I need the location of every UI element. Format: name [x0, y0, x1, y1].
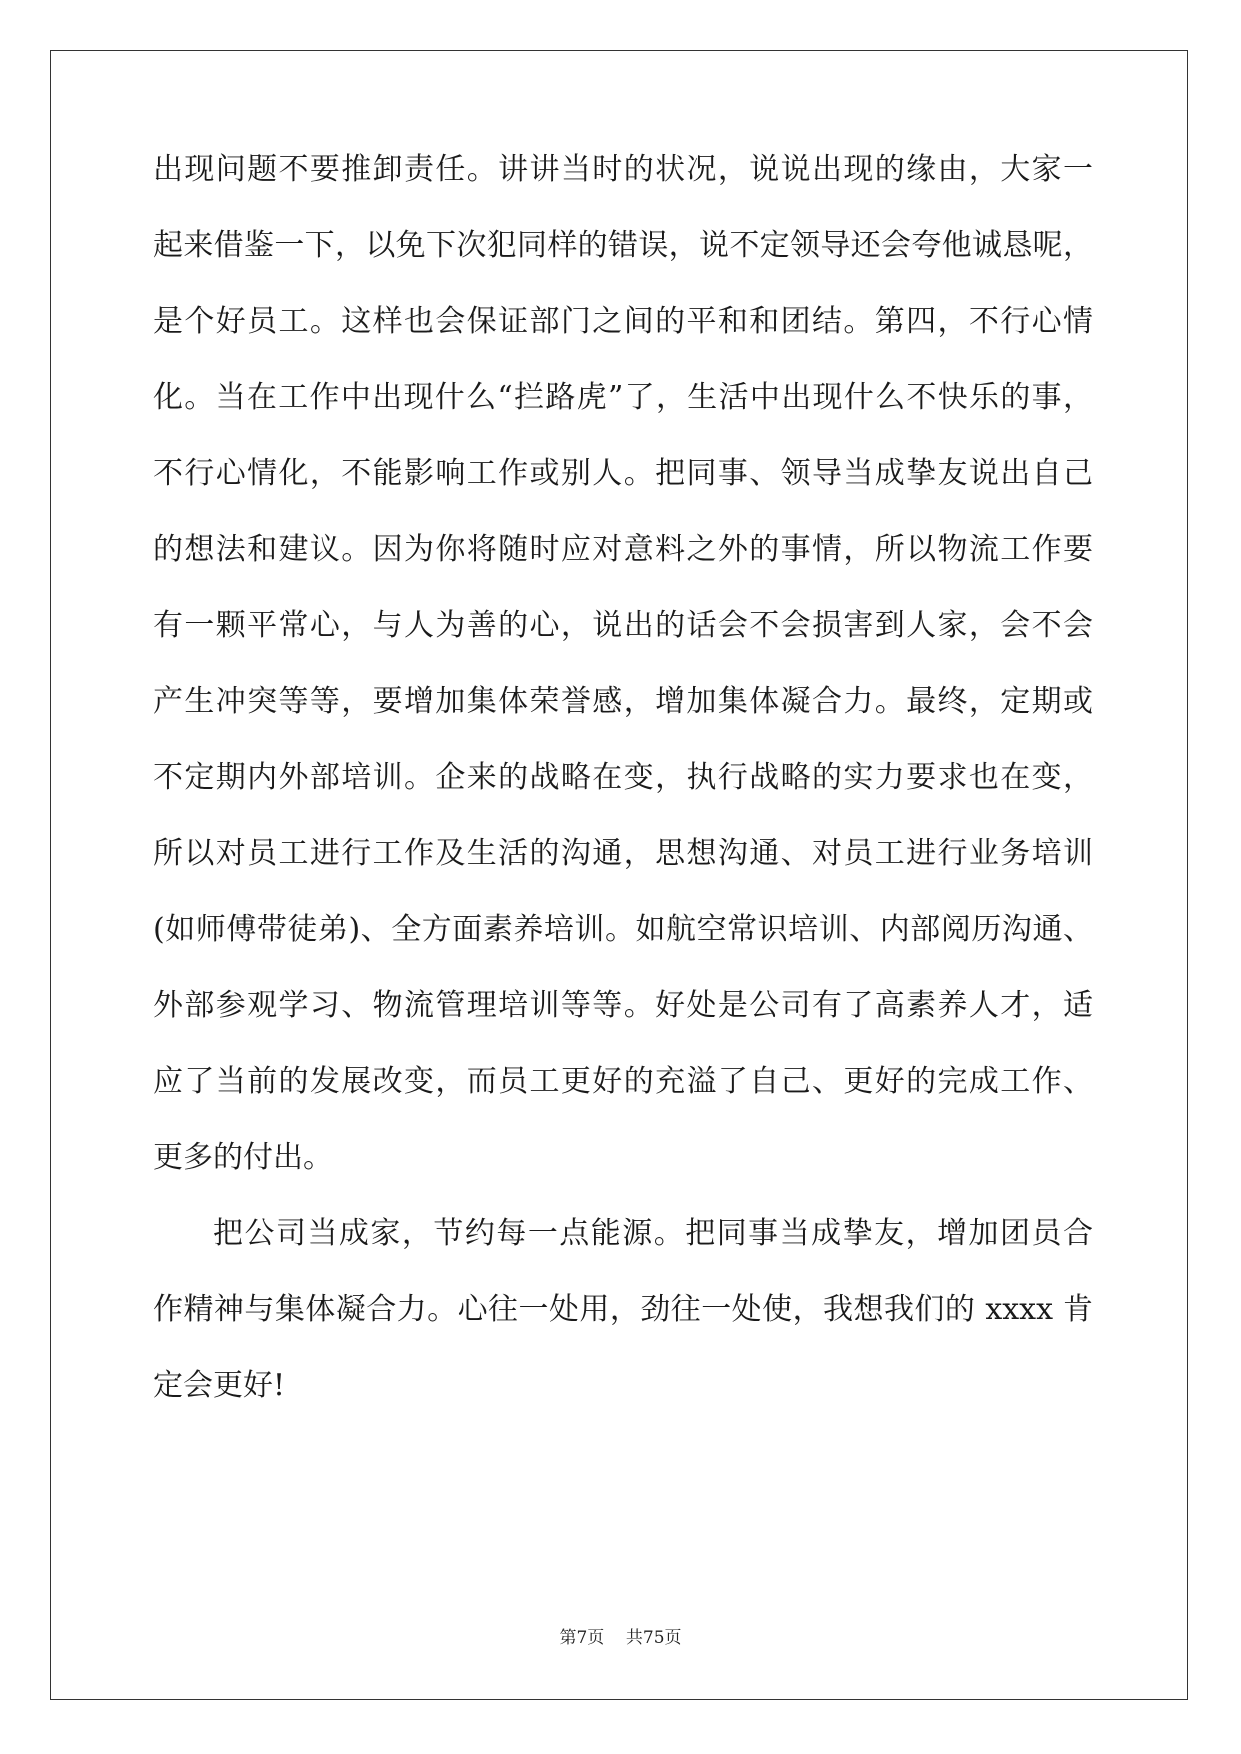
page-total: 共75页 — [625, 1628, 682, 1648]
text-line: 不定期内外部培训。企来的战略在变，执行战略的实力要求也在变， — [153, 760, 1093, 795]
text-line: 外部参观学习、物流管理培训等等。好处是公司有了高素养人才，适 — [153, 988, 1093, 1023]
page-number: 第7页 — [559, 1628, 605, 1648]
page-footer — [0, 1627, 1241, 1649]
text-line: 定会更好! — [153, 1368, 286, 1403]
text-line: 出现问题不要推卸责任。讲讲当时的状况，说说出现的缘由，大家一 — [153, 152, 1093, 187]
text-line: 作精神与集体凝合力。心往一处用，劲往一处使，我想我们的 xxxx 肯 — [153, 1292, 1093, 1327]
text-line: 把公司当成家，节约每一点能源。把同事当成挚友，增加团员合 — [213, 1216, 1093, 1251]
text-line: 不行心情化，不能影响工作或别人。把同事、领导当成挚友说出自己 — [153, 456, 1093, 491]
text-line: 是个好员工。这样也会保证部门之间的平和和团结。第四，不行心情 — [153, 304, 1093, 339]
text-line: 的想法和建议。因为你将随时应对意料之外的事情，所以物流工作要 — [153, 532, 1093, 567]
text-line: 产生冲突等等，要增加集体荣誉感，增加集体凝合力。最终，定期或 — [153, 684, 1093, 719]
text-line: 更多的付出。 — [153, 1140, 333, 1175]
text-line: 化。当在工作中出现什么“拦路虎”了，生活中出现什么不快乐的事， — [153, 380, 1093, 415]
text-line: 起来借鉴一下，以免下次犯同样的错误，说不定领导还会夸他诚恳呢， — [153, 228, 1093, 263]
text-line: 应了当前的发展改变，而员工更好的充溢了自己、更好的完成工作、 — [153, 1064, 1093, 1099]
page-border — [50, 50, 1188, 1700]
text-line: 有一颗平常心，与人为善的心，说出的话会不会损害到人家，会不会 — [153, 608, 1093, 643]
text-line: (如师傅带徒弟)、全方面素养培训。如航空常识培训、内部阅历沟通、 — [153, 912, 1093, 947]
text-line: 所以对员工进行工作及生活的沟通，思想沟通、对员工进行业务培训 — [153, 836, 1093, 871]
